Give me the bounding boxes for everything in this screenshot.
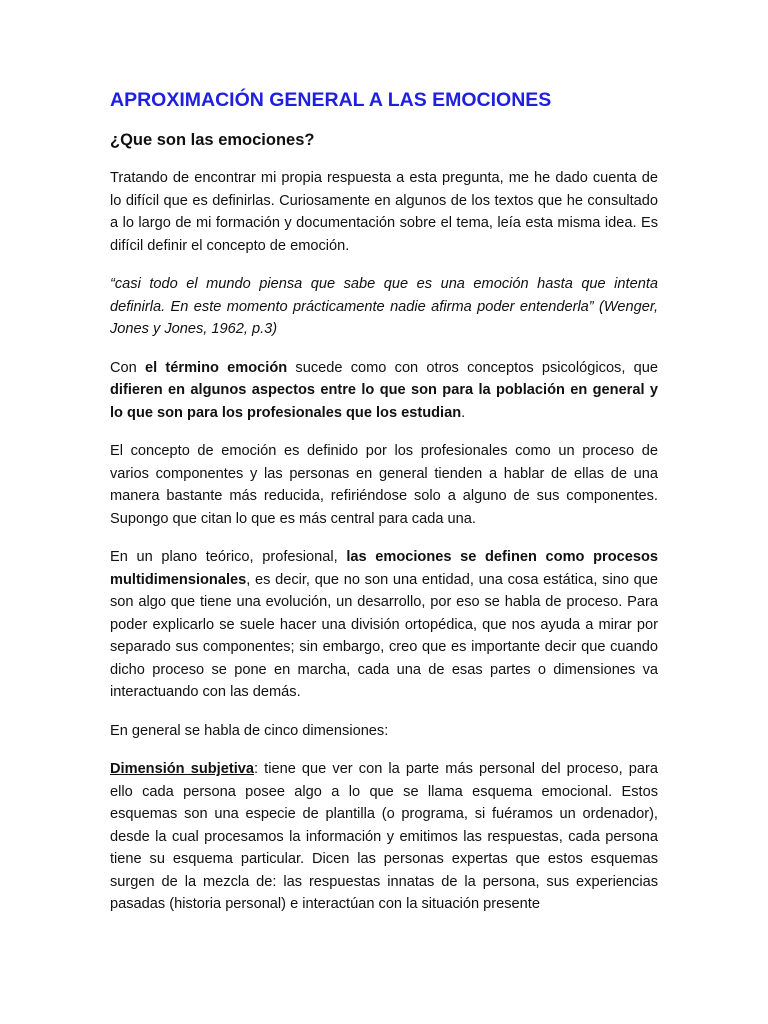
paragraph-subjective-dimension	[110, 758, 658, 916]
bold-statement: las emociones se definen como procesos multidimensionales	[110, 549, 659, 588]
text-run: : tiene que ver con la parte más personal del proceso, para ello cada persona posee algo a lo que se llama esquema emocional. Estos esquemas son una especie de plantilla (o programa, si fuéramos un ordenador), desde la cual procesamos la información y emitimos las respuestas, cada persona tiene su esquema particular. Dicen las personas expertas que estos esquemas surgen de la mezcla de: las respuestas innatas de la persona, sus experiencias pasadas (historia personal) e interactúan con la situación presente	[110, 761, 658, 912]
paragraph-theory	[110, 546, 658, 704]
bold-term: el término emoción	[145, 359, 288, 376]
text-run: .	[461, 404, 466, 421]
document-title: APROXIMACIÓN GENERAL A LAS EMOCIONES	[110, 89, 552, 111]
paragraph-term	[110, 357, 658, 425]
text-run: , es decir, que no son una entidad, una cosa estática, sino que son algo que tiene una evolución, un desarrollo, por eso se habla de proceso. Para poder explicarlo se suele hacer una división ortopédica, que nos ayuda a mirar por separado sus componentes; sin embargo, creo que es importante decir que cuando dicho proceso se pone en marcha, cada una de esas partes o dimensiones va interactuando con las demás.	[110, 571, 658, 700]
text-run: sucede como con otros conceptos psicológicos, que	[287, 359, 658, 376]
text-run: En un plano teórico, profesional,	[110, 549, 347, 565]
underlined-term: Dimensión subjetiva	[110, 761, 254, 777]
paragraph-definition: El concepto de emoción es definido por los profesionales como un proceso de varios componentes y las personas en general tienden a hablar de ellas de una manera bastante más reducida, refiriéndose solo a alguno de sus componentes. Supongo que citan lo que es más central para cada una.	[110, 443, 658, 527]
paragraph-intro: Tratando de encontrar mi propia respuesta a esta pregunta, me he dado cuenta de lo difícil que es definirlas. Curiosamente en algunos de los textos que he consultado a lo largo de mi formación y documentación sobre el tema, leía esta misma idea. Es difícil definir el concepto de emoción.	[110, 170, 658, 254]
section-heading: ¿Que son las emociones?	[110, 131, 315, 149]
bold-statement: difieren en algunos aspectos entre lo que son para la población en general y lo que son para los profesionales que los estudian	[110, 382, 658, 421]
quote-paragraph: “casi todo el mundo piensa que sabe que es una emoción hasta que intenta definirla. En este momento prácticamente nadie afirma poder entenderla” (Wenger, Jones y Jones, 1962, p.3)	[110, 276, 658, 337]
text-run: Con	[110, 359, 146, 376]
paragraph-dimensions-intro: En general se habla de cinco dimensiones:	[110, 722, 389, 739]
